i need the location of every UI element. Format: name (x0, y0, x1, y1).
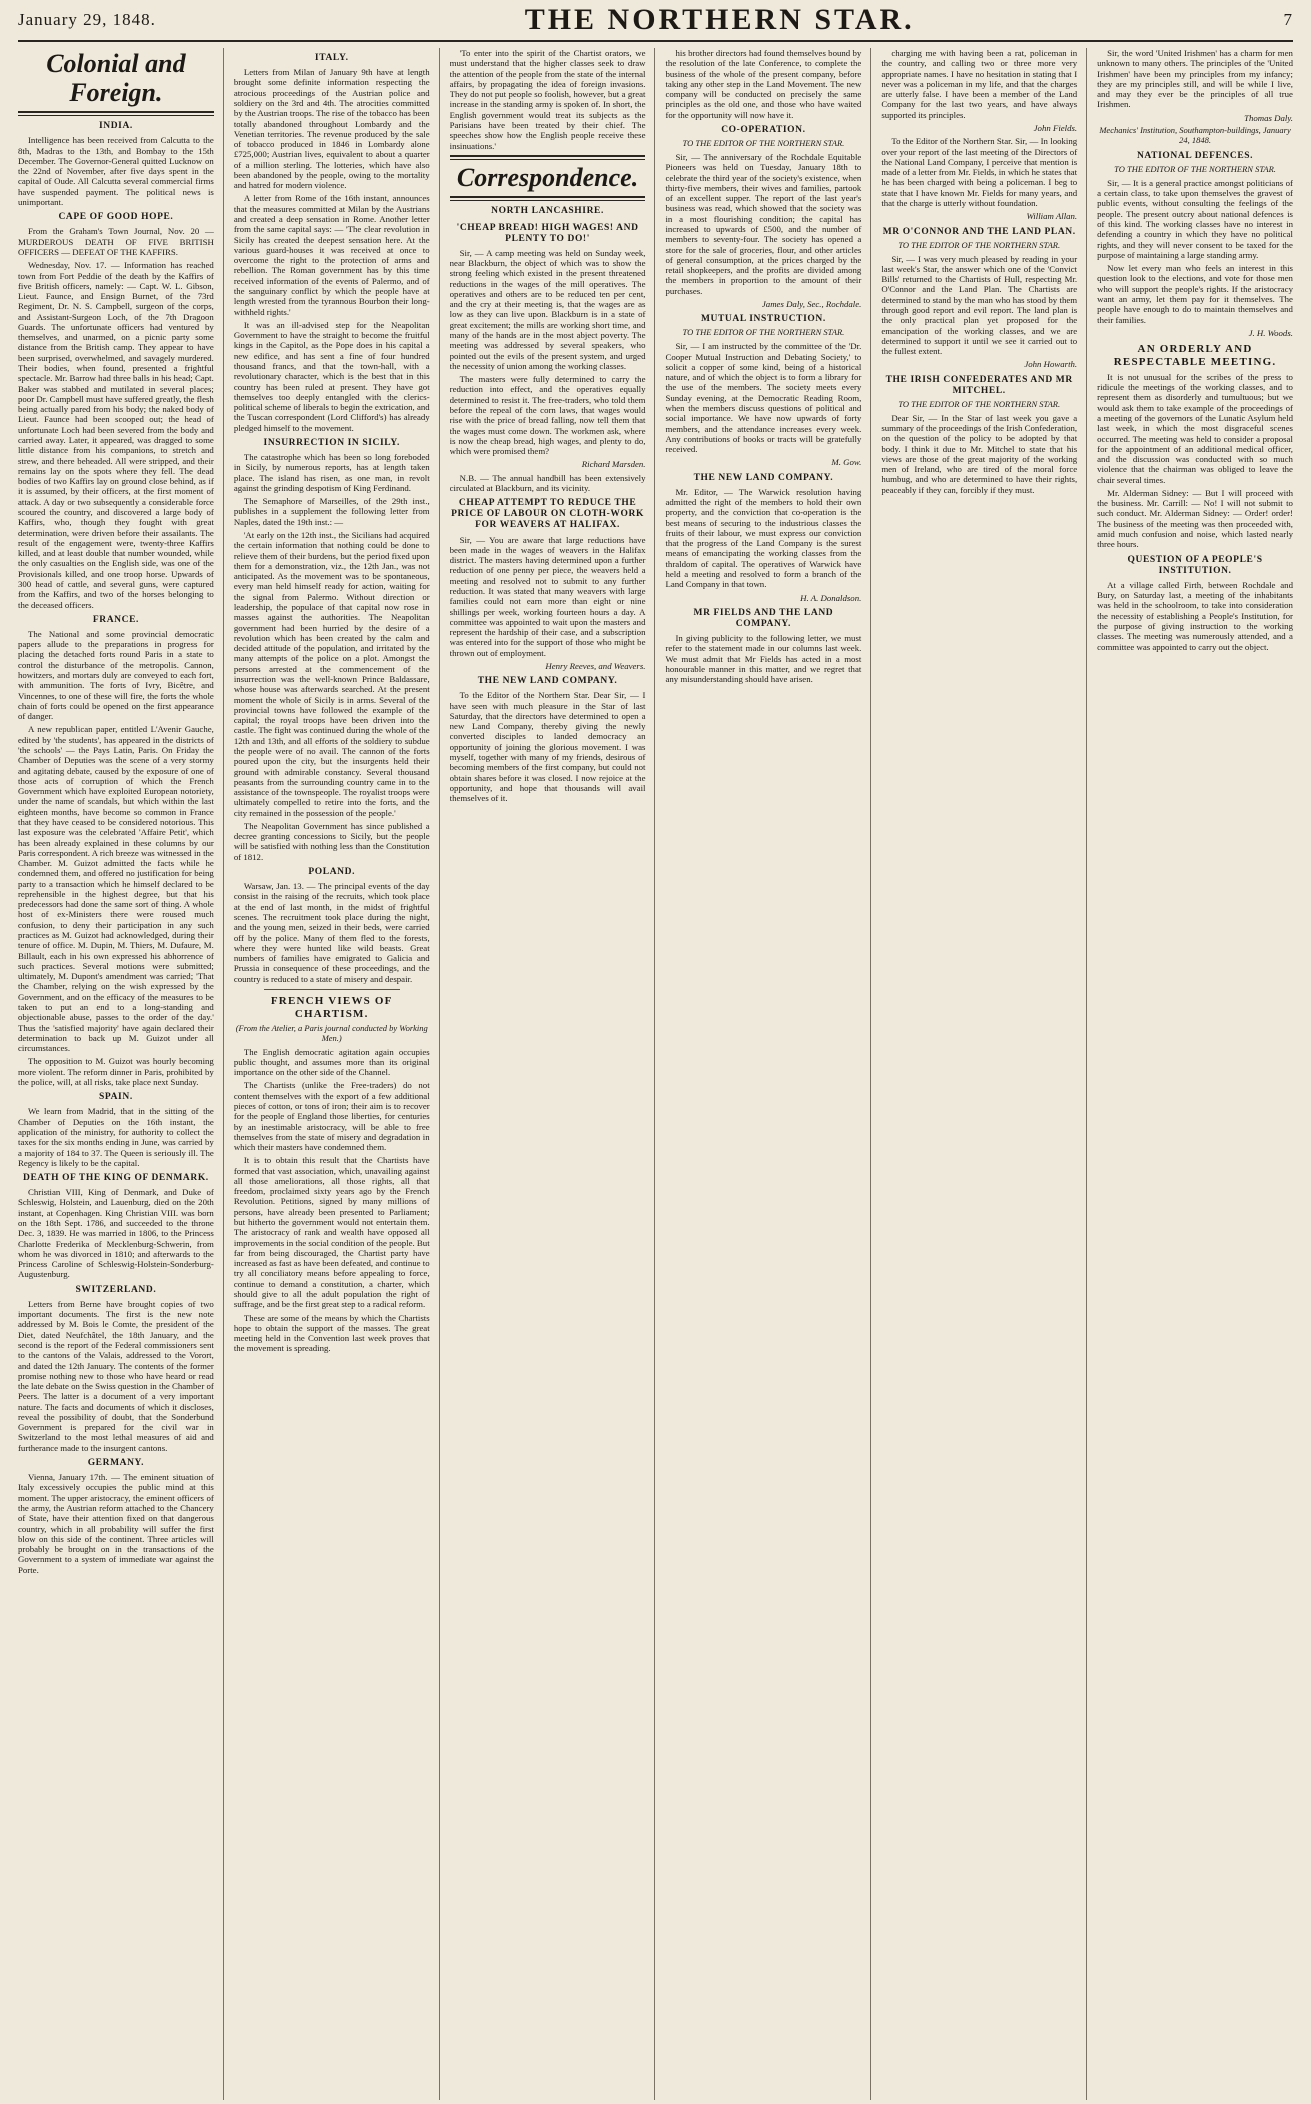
article-sicily-3: 'At early on the 12th inst., the Sicilians had acquired the certain information that nothing could be done to relieve them of their burdens, but the period fixed upon them for a demonstration, viz., the 12th Jan., was not anticipated. As the movement was to be spontaneous, every man held himself ready for action, waiting for the signal from Palermo. Without direction or leadership, the populace of that capital now rose in masses against the authorities. The Neapolitan government had been hurried by the desire of a revolution which has been created by the calm and decided attitude of the population, and irritated by the many attempts of the police on a plot. Amongst the persons arrested at the commencement of the insurrection was the well-known Prince Baldassare, whose house was afterwards searched. At the present moment the whole of Sicily is in arms. Several of the provincial towns have followed the example of the capital; the royal troops have been driven into the castle. The fight was continued during the whole of the 12th and 13th, and all efforts of the soldiery to subdue the people were of no avail. The cannon of the forts poured upon the city, but the insurgents held their ground with admirable constancy. Several thousand peasants from the surrounding country came in to the assistance of the townspeople. The royalist troops were ultimately compelled to retire into the forts, and the city remained in the possession of the people.' (233, 530, 430, 818)
article-views-4: These are some of the means by which the Chartists hope to obtain the support of the masses. The great meeting held in the Convention last week proves that the movement is spreading. (233, 1312, 430, 1354)
subheading-national-defences: TO THE EDITOR OF THE NORTHERN STAR. (1114, 163, 1276, 174)
heading-cape: CAPE OF GOOD HOPE. (58, 212, 174, 223)
heading-peoples-institution: QUESTION OF A PEOPLE'S INSTITUTION. (1127, 554, 1263, 576)
column-6 (1097, 48, 1293, 2100)
article-france-1: The National and some provincial democratic papers allude to the preparations in progress for placing the detached forts round Paris in a state to control the disturbance of the metropolis. Cannon, howitzers, and mortars duly are conveyed to each fort, with ammunition. The forts of Ivry, Bicêtre, and Vincennes, to one of these will fire, the forts the whole chain of forts could be opened on the first appearance of danger. (18, 628, 214, 722)
signature-fields: John Fields. (1033, 122, 1078, 133)
letter-cloth-work: Sir, — You are aware that large reductions have been made in the wages of weavers in the Halifax district. The masters having determined upon a further reduction of one penny per piece, the weavers held a meeting and resolved not to submit to any further reduction. It was stated that many weavers with large families could not earn more than eight or nine shillings per week, working fourteen hours a day. A committee was appointed to wait upon the masters and represent the hardship of their case, and a subscription was entered into for the support of those who might be thrown out of employment. (449, 534, 646, 658)
article-views-2: The Chartists (unlike the Free-traders) do not content themselves with the export of a few additional pieces of cotton, or tons of iron; their aim is to recover for the people of England those liberties, for centuries by an inestimable aristocracy, will be able to free themselves from the state of misery and degradation in which their masters have condemned them. (233, 1080, 430, 1153)
article-cape: Wednesday, Nov. 17. — Information has reached town from Fort Peddie of the death by the Kaffirs of five British officers, namely: — Capt. W. L. Gibson, Lieut. Faunce, and Ensign Burnet, of the 73rd Regiment, Dr. N. S. Campbell, surgeon of the corps, and Assistant-Surgeon Loch, of the 7th Dragoon Guards. The unfortunate officers had ventured by themselves, and unarmed, on a picnic party some distance from the British camp. They appear to have been surprised, overwhelmed, and savagely murdered. Their bodies, when found, presented a frightful spectacle. Mr. Barrow had three balls in his head; Capt. Baker was stabbed and mutilated in several places; poor Dr. Campbell must have suffered greatly, the flesh being actually pared from his body; the naked body of Lieut. Faunce had been scooped out; the head of unfortunate Loch had been severed from the body and carried away. Later, it appeared, was dragged to some little distance from his companions, to stretch and strew, and there beheaded. All were stripped, and their remains lay on the spots where they fell. The dead bodies of two Kaffirs lay on ground close behind, as if it is assumed, by their officers, at the first moment of attack. A day or two subsequently a considerable force scoured the country, and discovered a large body of Kaffirs, who, though they fought with great determination, were driven before their assailants. The result of the engagement were, twenty-three Kaffirs killed, and at least double that number wounded, while the only casualties on the English side, was one of the Provisionals killed, and one troop horse. Upwards of 300 head of cattle, and several guns, were captured from the Kaffirs, and two of the horses belonging to the deceased officers. (18, 260, 214, 610)
letter-irish-continued: Sir, the word 'United Irishmen' has a charm for men unknown to many others. The principles of the 'United Irishmen' have been my principles from my infancy; they are my principles still, and will be while I live, and may they ever be the principles of all true Irishmen. (1097, 48, 1293, 110)
heading-germany: GERMANY. (87, 1458, 145, 1469)
heading-italy: ITALY. (314, 53, 349, 63)
heading-switzerland: SWITZERLAND. (75, 1284, 157, 1295)
letter-co-operation: Sir, — The anniversary of the Rochdale Equitable Pioneers was held on Tuesday, January 18th to celebrate the third year of the society's existence, when thirty-five members, their wives and families, partook of an excellent supper. The report of the last year's business was read, which showed that the society was in a most flourishing condition; the capital has increased to upwards of £500, and the number of members to seventy-four. The society has opened a store for the sale of groceries, flour, and other articles of general consumption, at the prices charged by the retail shopkeepers, and the profits are divided among the members in proportion to the amount of their purchases. (665, 152, 862, 296)
heading-cheap-bread: 'CHEAP BREAD! HIGH WAGES! AND PLENTY TO DO!' (456, 222, 639, 244)
letter-oconnor: Sir, — I was very much pleased by reading in your last week's Star, the answer which one of the 'Convict Bills' returned to the Chartists of Hull, respecting Mr. O'Connor and the Land Plan. The Chartists are determined to stand by the man who has stood by them through good report and evil report. The land plan is the only practical plan yet proposed for the emancipation of the working classes, and we are determined to support it until we see it carried out to the fullest extent. (881, 253, 1078, 357)
address-daly: Mechanics' Institution, Southampton-buildings, January 24, 1848. (1099, 124, 1291, 145)
letter-mutual-instruction: Sir, — I am instructed by the committee of the 'Dr. Cooper Mutual Instruction and Debating Society,' to solicit a copper of some kind, being of a historical nature, and of which the object is to form a library for the use of the members. The society meets every Sunday evening, at the Democratic Reading Room, when the members discuss questions of political and social importance. We have now upwards of forty members, and the attendance increases every week. Any contributions of books or tracts will be gratefully received. (665, 341, 862, 455)
columns (18, 48, 1293, 2100)
letter-lancashire-nb: N.B. — The annual handbill has been extensively circulated at Blackburn, and its vicinity. (449, 472, 646, 493)
letter-defences-2: Now let every man who feels an interest in this question look to the elections, and vote for those men who will support the people's rights. If the aristocracy want an army, let them pay for it themselves. The people have enough to do to maintain themselves and their families. (1097, 263, 1293, 325)
article-italy-1: Letters from Milan of January 9th have at length brought some definite information respecting the atrocious proceedings of the Austrian police and soldiery on the 3rd and 4th. The atrocities committed by the Austrian troops. The rise of the tobacco has been totally abandoned throughout Lombardy and the Venetian territories. The revenue produced by the sale of tobacco produced in 1846 in Lombardy alone £725,000; Austrian lives, equivalent to about a quarter of a million sterling. The lotteries, which have also been abandoned by the people, owing to the mortality and hatred for modern violence. (233, 67, 430, 191)
letter-continued: his brother directors had found themselves bound by the resolution of the late Conference, to complete the business of the whole of the present company, before taking any other step in the Land Movement. The new company will be conducted on precisely the same principles as the old one, and those who have waited for the opportunity will now have it. (665, 48, 862, 120)
signature-donaldson: H. A. Donaldson. (800, 592, 862, 603)
heading-national-defences: NATIONAL DEFENCES. (1136, 150, 1254, 161)
heading-mr-fields: MR FIELDS AND THE LAND COMPANY. (693, 607, 834, 629)
article-cape-intro: From the Graham's Town Journal, Nov. 20 — MURDEROUS DEATH OF FIVE BRITISH OFFICERS — DEFEAT OF THE KAFFIRS. (18, 226, 214, 257)
column-5 (881, 48, 1087, 2100)
article-france-2: A new republican paper, entitled L'Avenir Gauche, edited by 'the students', has appeared in the districts of 'the schools' — the Pays Latin, Paris. On Friday the Chamber of Deputies was the scene of a very stormy and agitating debate, caused by the exposure of one of those acts of corruption of which the French Government which have exploited European notoriety, under the name of scandals, but which within the last eighteen months, have become so common in France that they have ceased to be considered notorious. This last exposure was the celebrated 'Affaire Petit', which has been already explained in these columns by our Paris correspondent. A rich breeze was witnessed in the Chamber. M. Guizot admitted the facts while he condemned them, and offered no justification for being party to a transaction which he himself declared to be reprehensible in the highest degree, but that his predecessors had done the same sort of thing. A whole host of ex-Ministers there were roused much confusion, to deny their participation in any such practices as M. Guizot had acknowledged, during their tenure of office. M. Dupin, M. Thiers, M. Dufaure, M. Billault, each in his own expressed his abhorrence of such practices. Several motions were submitted; ultimately, M. Dupont's amendment was carried; 'That the Chamber, relying on the wish expressed by the Government, and on the efficacy of the measures to be taken to put an end to a long-standing and objectionable abuse, passes to the order of the day.' Thus the 'satisfied majority' have again declared their determination to back up M. Guizot under all circumstances. (18, 724, 214, 1054)
heading-north-lancashire: NORTH LANCASHIRE. (491, 206, 604, 217)
article-orderly-1: It is not unusual for the scribes of the press to ridicule the meetings of the working classes, and to represent them as disorderly and tumultuous; but we would ask them to take example of the proceedings of a meeting of the governors of the Lunatic Asylum held last week, in which the most disgraceful scenes occurred. The meeting was held to consider a proposal for the appointment of an additional medical officer, and the discussion was conducted with so much violence that the chairman was obliged to leave the chair several times. (1097, 371, 1293, 485)
section-title-colonial: Colonial and Foreign. (46, 49, 186, 107)
subheading-mutual-instruction: TO THE EDITOR OF THE NORTHERN STAR. (682, 327, 845, 338)
article-views-3: It is to obtain this result that the Chartists have formed that vast association, which, unavailing against all those ameliorations, all those rights, all that freedom, proclaimed sixty years ago by the French Revolution. Petitions, signed by many millions of persons, have already been presented to Parliament; but hitherto the government would not entertain them. The aristocracy of rank and wealth have opposed all improvements in the social condition of the people. But far from being discouraged, the Chartist party have increased as fast as have been defeated, and continue to try all conciliatory means before appealing to force, continue to demand a constitution, a charter, which should give to all the adult population the right of suffrage, and be the first great step to a radical reform. (233, 1155, 430, 1310)
signature-thomas-daly: Thomas Daly. (1244, 112, 1293, 123)
letter-fields-2: To the Editor of the Northern Star. Sir, — In looking over your report of the last meeting of the Directors of the National Land Company, I perceive that mention is made of a letter from Mr. Fields, in which he states that he has been charged with being a policeman. I beg to state that I have known Mr. Fields for many years, and that the charge is utterly without foundation. (881, 136, 1078, 208)
signature-woods: J. H. Woods. (1248, 327, 1293, 338)
letter-land-company: Mr. Editor, — The Warwick resolution having admitted the right of the members to hold their own property, and the conviction that co-operation is the best means of securing to the industrious classes the fruits of their labour, we must express our conviction that the progress of the Land Company is the surest means of emancipating the working classes from the thraldom of capital. The operatives of Warwick have held a meeting and resolved to form a branch of the Land Company in that town. (665, 486, 862, 590)
article-peoples-institution: At a village called Firth, between Rochdale and Bury, on Saturday last, a meeting of the inhabitants was held in the schoolroom, to take into consideration the necessity of establishing a People's Institution, for the purpose of giving instruction to the working classes. The meeting was numerously attended, and a committee was appointed to carry out the object. (1097, 579, 1293, 652)
letter-lancashire-2: The masters were fully determined to carry the reduction into effect, and the operatives equally determined to resist it. The free-traders, who told them before the repeal of the corn laws, that wages would rise with the price of bread falling, now tell them that the wages must come down. The workmen ask, where is now the cheap bread, high wages, and plenty to do, which were promised them? (449, 374, 646, 457)
column-2 (234, 48, 440, 2100)
article-orderly-2: Mr. Alderman Sidney: — But I will proceed with the business. Mr. Carrill: — No! I will not submit to such conduct. Mr. Alderman Sidney: — Order! order! The business of the meeting was then proceeded with, amid much confusion and noise, which lasted nearly three hours. (1097, 487, 1293, 550)
heading-french-views: FRENCH VIEWS OF CHARTISM. (270, 994, 393, 1020)
signature-daly-rochdale: James Daly, Sec., Rochdale. (761, 298, 862, 309)
column-3 (450, 48, 656, 2100)
heading-france: FRANCE. (92, 614, 139, 625)
article-italy-2: A letter from Rome of the 16th instant, announces that the measures committed at Milan by the Austrians and created a deep sensation in Rome. Another letter from the same capital says: — 'The clear revolution in Sicily has created the deepest sensation here. At the various guard-houses it was received at once to overcome the right to the protection of arms and rebellion. The Roman government has by this time received information of the events of Palermo, and of the sanguinary conflict by which the people have at length wrested from the tyrannous Bourbon their long-withheld rights.' (233, 193, 430, 317)
heading-orderly-meeting: AN ORDERLY AND RESPECTABLE MEETING. (1113, 343, 1277, 368)
issue-date: January 29, 1848. (18, 10, 156, 29)
heading-cloth-work: CHEAP ATTEMPT TO REDUCE THE PRICE OF LABOUR ON CLOTH-WORK FOR WEAVERS AT HALIFAX. (451, 498, 644, 531)
article-italy-3: It was an ill-advised step for the Neapolitan Government to have the straight to become the fruitful kings in the Capitol, as the Pope does in his capital a new edifice, and has sent a fine of four hundred thousand francs, and that the town-hall, with a revolutionary character, which is the best that in this country has been ruled at present. They have got themselves too deeply entangled with the clerics-political scheme of liberals to begin the extrication, and the Tuscan correspondent (Lord Clifford's) has already pledged himself to the movement. (233, 319, 430, 433)
heading-spain: SPAIN. (99, 1092, 133, 1103)
column-4 (665, 48, 871, 2100)
subheading-oconnor: TO THE EDITOR OF THE NORTHERN STAR. (898, 239, 1061, 250)
heading-oconnor: MR O'CONNOR AND THE LAND PLAN. (882, 226, 1076, 237)
heading-denmark: DEATH OF THE KING OF DENMARK. (23, 1173, 209, 1184)
heading-new-land-company: THE NEW LAND COMPANY. (477, 676, 618, 687)
section-rule (450, 196, 646, 201)
letter-lancashire-1: Sir, — A camp meeting was held on Sunday week, near Blackburn, the object of which was to show the strong feeling which existed in the present threatened reductions in the wages of the mill operatives. The operatives and others are to be reduced ten per cent, and the cry at their meeting is, that the wages are as low as they can live upon. Blackburn is in a state of great excitement; the mills are working short time, and many of the hands are in the most abject poverty. The meeting was addressed by several speakers, who pointed out the evils of the present system, and urged the necessity of union among the working classes. (449, 247, 646, 371)
letter-defences-1: Sir, — It is a general practice amongst politicians of a certain class, to take upon themselves the gravest of public events, without consulting the feelings of the people. The present outcry about national defences is of this kind. The working classes have no interest in defending a country in which they have no political rights, and they will never consent to be taxed for the purpose of maintaining a large standing army. (1097, 177, 1293, 260)
letter-fields-continued: charging me with having been a rat, policeman in the country, and calling two or three more very appropriate names. I have no hesitation in stating that I never was a policeman in my life, and that the charges are utterly false. I have been a member of the Land Company for the last two years, and have always supported its principles. (881, 48, 1078, 120)
column-1 (18, 48, 224, 2100)
heading-india: INDIA. (98, 121, 133, 132)
heading-land-company: THE NEW LAND COMPANY. (693, 472, 834, 483)
heading-sicily: INSURRECTION IN SICILY. (263, 437, 400, 448)
article-india: Intelligence has been received from Calcutta to the 8th, Madras to the 13th, and Bombay to the 15th December. The Governor-General quitted Lucknow on the 22nd of November, after five days spent in the capital of Oude. All Calcutta several commercial firms have suspended payment. The political news is unimportant. (18, 135, 214, 207)
section-rule (18, 111, 214, 116)
signature-gow: M. Gow. (831, 457, 862, 468)
signature-howarth: John Howarth. (1024, 359, 1078, 370)
signature-allan: William Allan. (1026, 211, 1078, 222)
page-number: 7 (1283, 10, 1293, 29)
heading-co-operation: CO-OPERATION. (721, 124, 806, 135)
paper-title: THE NORTHERN STAR. (524, 3, 915, 36)
article-spain: We learn from Madrid, that in the sitting of the Chamber of Deputies on the 16th instant, the application of the ministry, for authority to collect the taxes for the six months ending in June, was carried by a majority of 184 to 37. The Queen is seriously ill. The Regency is likely to be the capital. (18, 1106, 214, 1168)
article-germany: Vienna, January 17th. — The eminent situation of Italy excessively occupies the public mind at this moment. The upper aristocracy, the eminent officers of the army, the Austrian reform attached to the Chancery of State, have their attention fixed on that dangerous country, which in all probability will suffer the first blow on this side of the continent. Three articles will probably be brought on in the transactions of the Government to a system of immediate war against the Porte. (18, 1472, 214, 1575)
subheading-french-views: (From the Atelier, a Paris journal conducted by Working Men.) (235, 1022, 428, 1043)
article-poland: Warsaw, Jan. 13. — The principal events of the day consist in the raising of the recruits, which took place at the end of last month, in the midst of frightful scenes. The recruitment took place during the night, and the young men, seized in their beds, were carried off by the police. Many of them fled to the forests, where they were hunted like wild beasts. Great numbers of families have emigrated to Galicia and Prussia in consequence of these proceedings, and the country is reduced to a state of misery and despair. (233, 881, 430, 984)
letter-mr-fields: In giving publicity to the following letter, we must refer to the statement made in our columns last week. We must admit that Mr Fields has acted in a most honourable manner in this matter, and we regret that any misunderstanding should have arisen. (665, 633, 862, 685)
section-rule (450, 155, 646, 160)
letter-irish-confederates: Dear Sir, — In the Star of last week you gave a summary of the proceedings of the Irish Confederation, on the question of the policy to be adopted by that body. I think it due to Mr. Mitchel to state that his views are those of the great majority of the working men of Ireland, who are tired of the moral force humbug, and who are determined to have their rights, peaceably if they can, forcibly if they must. (881, 412, 1078, 495)
heading-mutual-instruction: MUTUAL INSTRUCTION. (700, 314, 826, 325)
article-switzerland: Letters from Berne have brought copies of two important documents. The first is the new note addressed by M. Bois le Comte, the president of the Diet, dated Neufchâtel, the 18th January, and the second is the report of the Federal commissioners sent to the cantons of the Valais, addressed to the Vorort, and dated the 12th January. The contents of the former promise nothing new to those who have heard or read the late debate on the Swiss question in the Chamber of Peers. The latter is a document of a very important nature. The facts and documents of which it discloses, reveal the possibility of doubt, that the Sonderbund Government is prepared for the civil war in Switzerland to the most lethal measures of aid and furtherance made to the insurgent cantons. (18, 1298, 214, 1453)
signature-marsden: Richard Marsden. (581, 459, 646, 470)
subheading-irish-confederates: TO THE EDITOR OF THE NORTHERN STAR. (898, 398, 1061, 409)
article-views-continued: 'To enter into the spirit of the Chartist orators, we must understand that the higher classes seek to draw the attention of the people from the state of the internal affairs, by propagating the idea of foreign invasions. They do not put people so foolish, however, but a great increase in the standing army is spoken of. In short, the English government would treat its subjects as the Parisians have been treated by their chief. The speeches show how the English people receive these insinuations.' (449, 48, 646, 151)
article-views-1: The English democratic agitation again occupies public thought, and assumes more than its original importance on the other side of the Channel. (233, 1046, 430, 1078)
section-title-correspondence: Correspondence. (456, 162, 639, 192)
masthead (18, 0, 1293, 42)
letter-new-land-company: To the Editor of the Northern Star. Dear Sir, — I have seen with much pleasure in the Star of last Saturday, that the directors have determined to open a new Land Company, thereby giving the newly converted disciples to landed democracy an opportunity of joining the glorious movement. I was myself, together with many of my friends, desirous of becoming members of the first company, but could not obtain shares before it was closed. I now rejoice at the opportunity, and hope that thousands will avail themselves of it. (449, 690, 646, 804)
subheading-co-operation: TO THE EDITOR OF THE NORTHERN STAR. (682, 138, 845, 149)
article-france-3: The opposition to M. Guizot was hourly becoming more violent. The reform dinner in Paris, prohibited by the police, will, at all risks, take place next Sunday. (18, 1056, 214, 1087)
article-sicily-4: The Neapolitan Government has since published a decree granting concessions to Sicily, but the people will be satisfied with nothing less than the Constitution of 1812. (233, 820, 430, 862)
heading-poland: POLAND. (308, 867, 356, 878)
article-sicily-1: The catastrophe which has been so long foreboded in Sicily, by numerous reports, has at length taken place. The island has risen, as one man, in revolt against the grinding despotism of King Ferdinand. (233, 452, 430, 493)
article-sicily-2: The Semaphore of Marseilles, of the 29th inst., publishes in a supplement the following letter from Naples, dated the 19th inst.: — (233, 496, 430, 527)
signature-reeves: Henry Reeves, and Weavers. (545, 660, 646, 671)
heading-irish-confederates: THE IRISH CONFEDERATES AND MR MITCHEL. (885, 374, 1073, 396)
article-denmark: Christian VIII, King of Denmark, and Duke of Schleswig, Holstein, and Lauenburg, died on the 20th instant, at Copenhagen. King Christian VIII. was born on the 18th Sept. 1786, and succeeded to the throne Dec. 3, 1839. He was married in 1806, to the Princess Charlotte Frederika of Mecklenburg-Schwerin, from whom he was divorced in 1810; and afterwards to the Princess Caroline of Schleswig-Holstein-Sonderburg-Augustenburg. (18, 1187, 214, 1280)
divider (264, 989, 400, 990)
